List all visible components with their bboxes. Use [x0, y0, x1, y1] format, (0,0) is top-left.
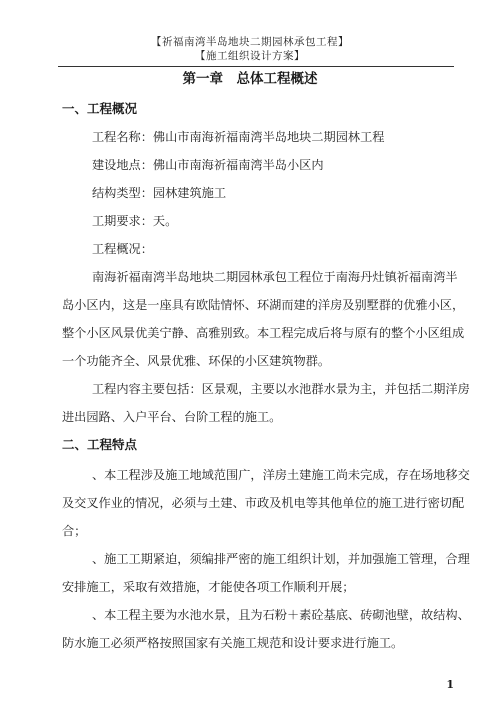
chapter-title: 第一章 总体工程概述 [182, 71, 318, 87]
feature-point-line: 、施工工期紧迫，须编排严密的施工组织计划，并加强施工管理，合理 [92, 552, 470, 566]
overview-paragraph-line: 南海祈福南湾半岛地块二期园林承包工程位于南海丹灶镇祈福南湾半 [92, 270, 458, 284]
scope-paragraph-line: 工程内容主要包括：区景观，主要以水池群水景为主，并包括二期洋房 [92, 382, 470, 396]
scope-paragraph-line: 进出园路、入户平台、台阶工程的施工。 [62, 410, 282, 424]
section-heading-overview: 一、工程概况 [62, 101, 138, 116]
overview-paragraph-line: 岛小区内，这是一座具有欧陆情怀、环湖而建的洋房及别墅群的优雅小区， [62, 298, 465, 312]
duration-line: 工期要求：天。 [92, 214, 178, 228]
feature-point-line: 防水施工必须严格按照国家有关施工规范和设计要求进行施工。 [62, 636, 404, 650]
feature-point-line: 、本工程主要为水池水景，且为石粉＋素砼基底、砖砌池壁，故结构、 [92, 608, 470, 622]
feature-point-line: 、本工程涉及施工地域范围广，洋房土建施工尚未完成，存在场地移交 [92, 468, 470, 482]
project-name-line: 工程名称：佛山市南海祈福南湾半岛地块二期园林工程 [92, 130, 385, 144]
structure-type-line: 结构类型：园林建筑施工 [92, 186, 227, 200]
location-line: 建设地点：佛山市南海祈福南湾半岛小区内 [92, 158, 324, 172]
feature-point-line: 安排施工，采取有效措施，才能使各项工作顺利开展； [62, 580, 355, 594]
section-heading-features: 二、工程特点 [62, 437, 138, 452]
overview-paragraph-line: 一个功能齐全、风景优雅、环保的小区建筑物群。 [62, 354, 331, 368]
header-divider [58, 66, 454, 67]
overview-label: 工程概况： [92, 242, 153, 256]
feature-point-line: 合； [62, 524, 87, 538]
overview-paragraph-line: 整个小区风景优美宁静、高雅别致。本工程完成后将与原有的整个小区组成 [62, 326, 465, 340]
header-document-type: 【施工组织设计方案】 [195, 50, 305, 62]
page-number: 1 [446, 678, 454, 691]
header-project-title: 【祈福南湾半岛地块二期园林承包工程】 [151, 36, 349, 48]
feature-point-line: 及交叉作业的情况，必须与土建、市政及机电等其他单位的施工进行密切配 [62, 496, 465, 510]
page-header [0, 35, 500, 63]
